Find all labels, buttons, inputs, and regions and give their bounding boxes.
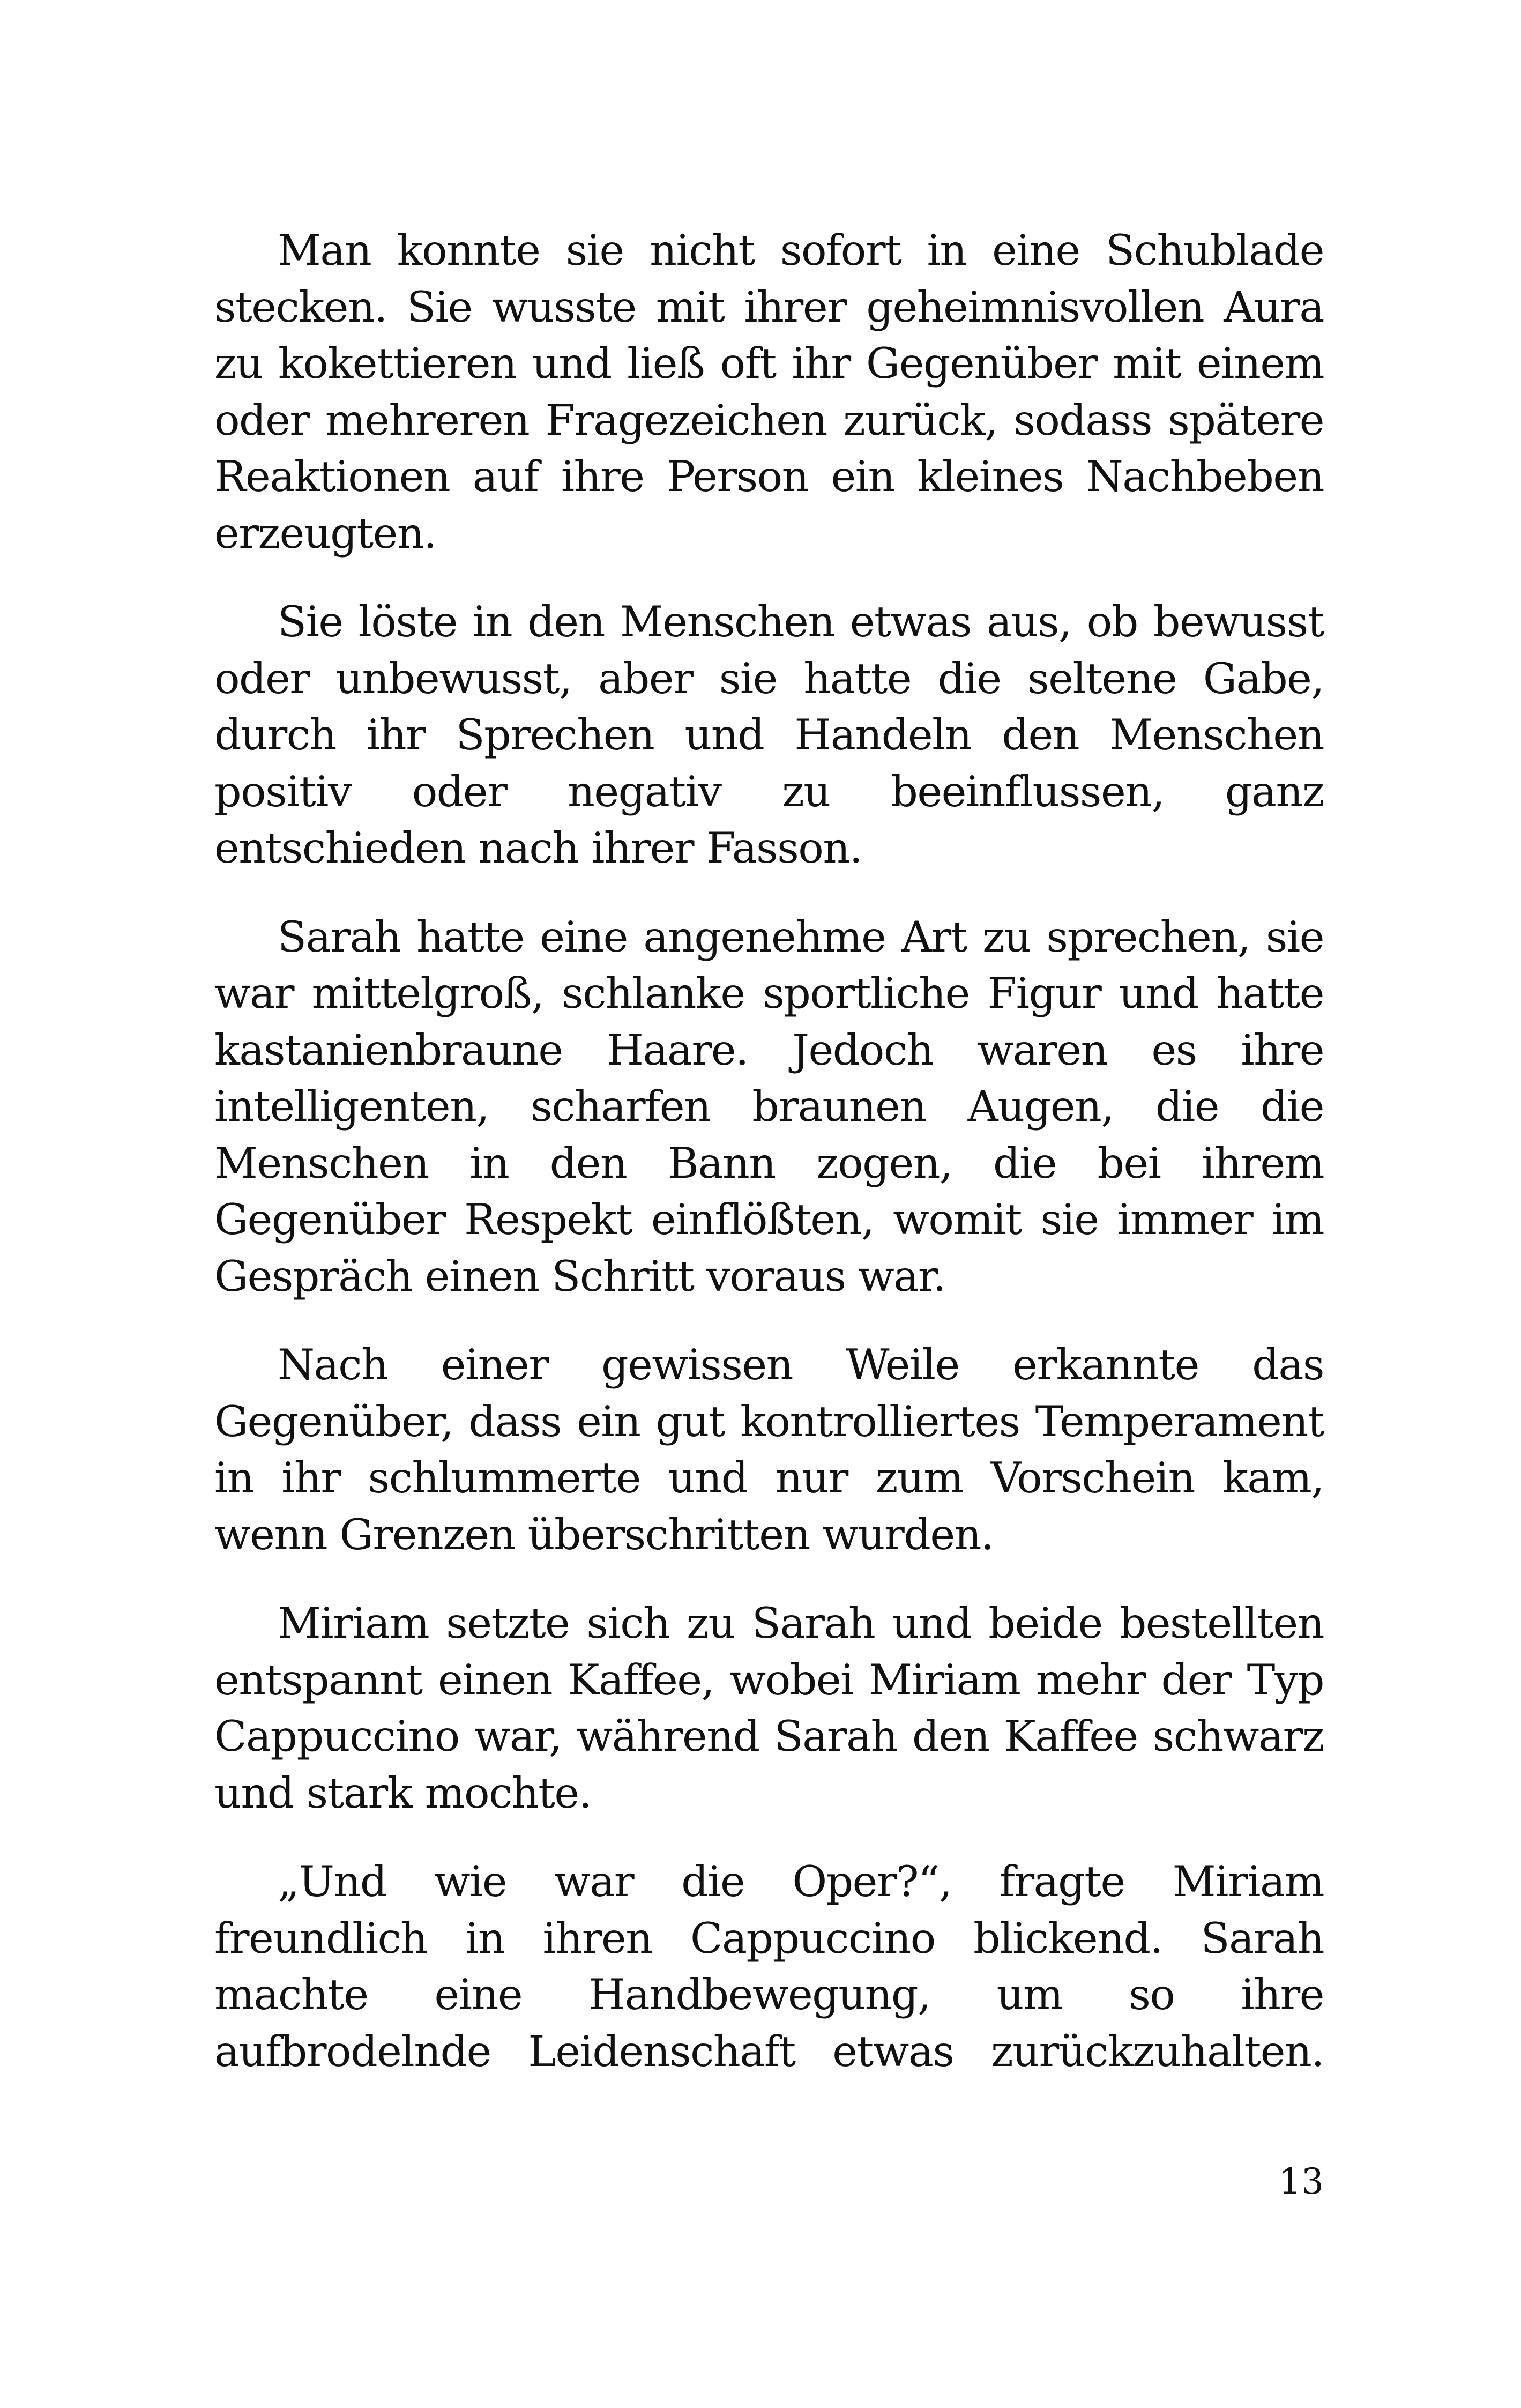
paragraph-1: Man konnte sie nicht sofort in eine Schublade stecken. Sie wusste mit ihrer geheimnisvollen Aura zu kokettieren und ließ oft ihr Gegenüber mit einem oder mehreren Fragezeichen zurück, sodass spätere Reaktionen auf ihre Person ein kleines Nachbeben erzeugten.: [214, 226, 1324, 558]
paragraph-2: Sie löste in den Menschen etwas aus, ob bewusst oder unbewusst, aber sie hatte die seltene Gabe, durch ihr Sprechen und Handeln den Menschen positiv oder negativ zu beeinflussen, ganz entschieden nach ihrer Fasson.: [214, 597, 1324, 873]
paragraph-3: Sarah hatte eine angenehme Art zu sprechen, sie war mittelgroß, schlanke sportliche Figur und hatte kastanienbraune Haare. Jedoch waren es ihre intelligenten, scharfen braunen Augen, die die Menschen in den Bann zogen, die bei ihrem Gegenüber Respekt einflößten, womit sie immer im Gespräch einen Schritt voraus war.: [214, 912, 1324, 1301]
paragraph-6: „Und wie war die Oper?“, fragte Miriam freundlich in ihren Cappuccino blickend. Sarah machte eine Handbewegung, um so ihre aufbrodelnde Leidenschaft etwas zurückzuhalten.: [214, 1857, 1324, 2076]
paragraph-4: Nach einer gewissen Weile erkannte das Gegenüber, dass ein gut kontrolliertes Temperament in ihr schlummerte und nur zum Vorschein kam, wenn Grenzen überschritten wurden.: [214, 1340, 1324, 1559]
body-text: [214, 222, 1324, 2112]
paragraph-5: Miriam setzte sich zu Sarah und beide bestellten entspannt einen Kaffee, wobei Miriam mehr der Typ Cappuccino war, während Sarah den Kaffee schwarz und stark mochte.: [214, 1599, 1324, 1818]
page-number: 13: [1279, 2161, 1324, 2202]
